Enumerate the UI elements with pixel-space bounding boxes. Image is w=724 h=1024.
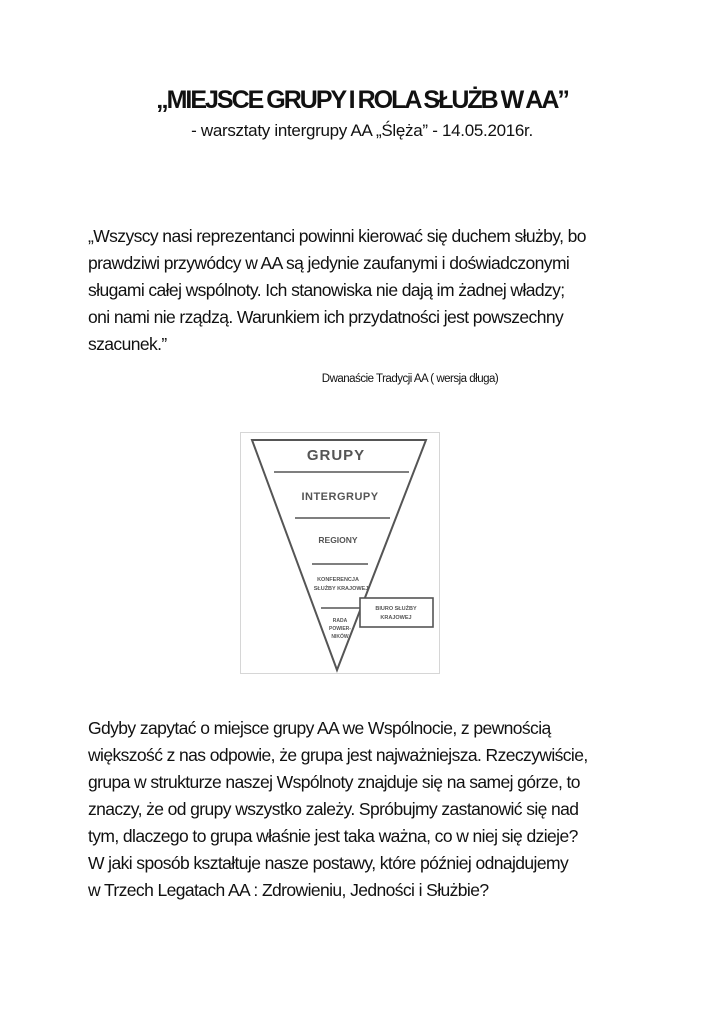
quote-line: prawdziwi przywódcy w AA są jedynie zaufanymi i doświadczonymi xyxy=(88,253,570,273)
level-label-grupy: GRUPY xyxy=(306,447,366,464)
biuro-sluzby-box xyxy=(360,598,433,627)
quote-line: szacunek.” xyxy=(88,334,167,354)
quote-line: sługami całej wspólnoty. Ich stanowiska nie dają im żadnej władzy; xyxy=(88,280,565,300)
body-line: znaczy, że od grupy wszystko zależy. Spróbujmy zastanowić się nad xyxy=(88,799,579,819)
document-subtitle: - warsztaty intergrupy AA „Ślęża” - 14.05.2016r. xyxy=(191,121,533,140)
body-line: tym, dlaczego to grupa właśnie jest taka ważna, co w niej się dzieje? xyxy=(88,826,578,846)
body-line: grupa w strukturze naszej Wspólnoty znajduje się na samej górze, to xyxy=(88,772,580,792)
biuro-sluzby-label: BIURO SŁUŻBY xyxy=(375,606,417,612)
level-label-rada: POWIER- xyxy=(329,626,351,632)
body-line: większość z nas odpowie, że grupa jest najważniejsza. Rzeczywiście, xyxy=(88,745,588,765)
body-line: Gdyby zapytać o miejsce grupy AA we Wspólnocie, z pewnością xyxy=(88,718,551,738)
level-label-konferencja: SŁUŻBY KRAJOWEJ xyxy=(313,586,369,592)
biuro-sluzby-label: KRAJOWEJ xyxy=(380,615,412,621)
quote-line: oni nami nie rządzą. Warunkiem ich przydatności jest powszechny xyxy=(88,307,564,327)
level-label-rada: NIKÓW xyxy=(331,634,349,640)
service-structure-diagram xyxy=(240,432,440,674)
level-label-rada: RADA xyxy=(332,618,348,624)
quote-line: „Wszyscy nasi reprezentanci powinni kierować się duchem służby, bo xyxy=(88,226,586,246)
body-paragraph xyxy=(88,715,648,904)
document-title: „MIEJSCE GRUPY I ROLA SŁUŻB W AA” xyxy=(156,86,568,114)
quote-paragraph xyxy=(88,223,648,358)
level-label-regiony: REGIONY xyxy=(318,535,358,545)
quote-attribution: Dwanaście Tradycji AA ( wersja długa) xyxy=(321,373,499,385)
body-line: W jaki sposób kształtuje nasze postawy, które później odnajdujemy xyxy=(88,853,569,873)
level-label-konferencja: KONFERENCJA xyxy=(317,577,359,583)
level-label-intergrupy: INTERGRUPY xyxy=(301,491,379,503)
body-line: w Trzech Legatach AA : Zdrowieniu, Jedności i Służbie? xyxy=(88,880,489,900)
